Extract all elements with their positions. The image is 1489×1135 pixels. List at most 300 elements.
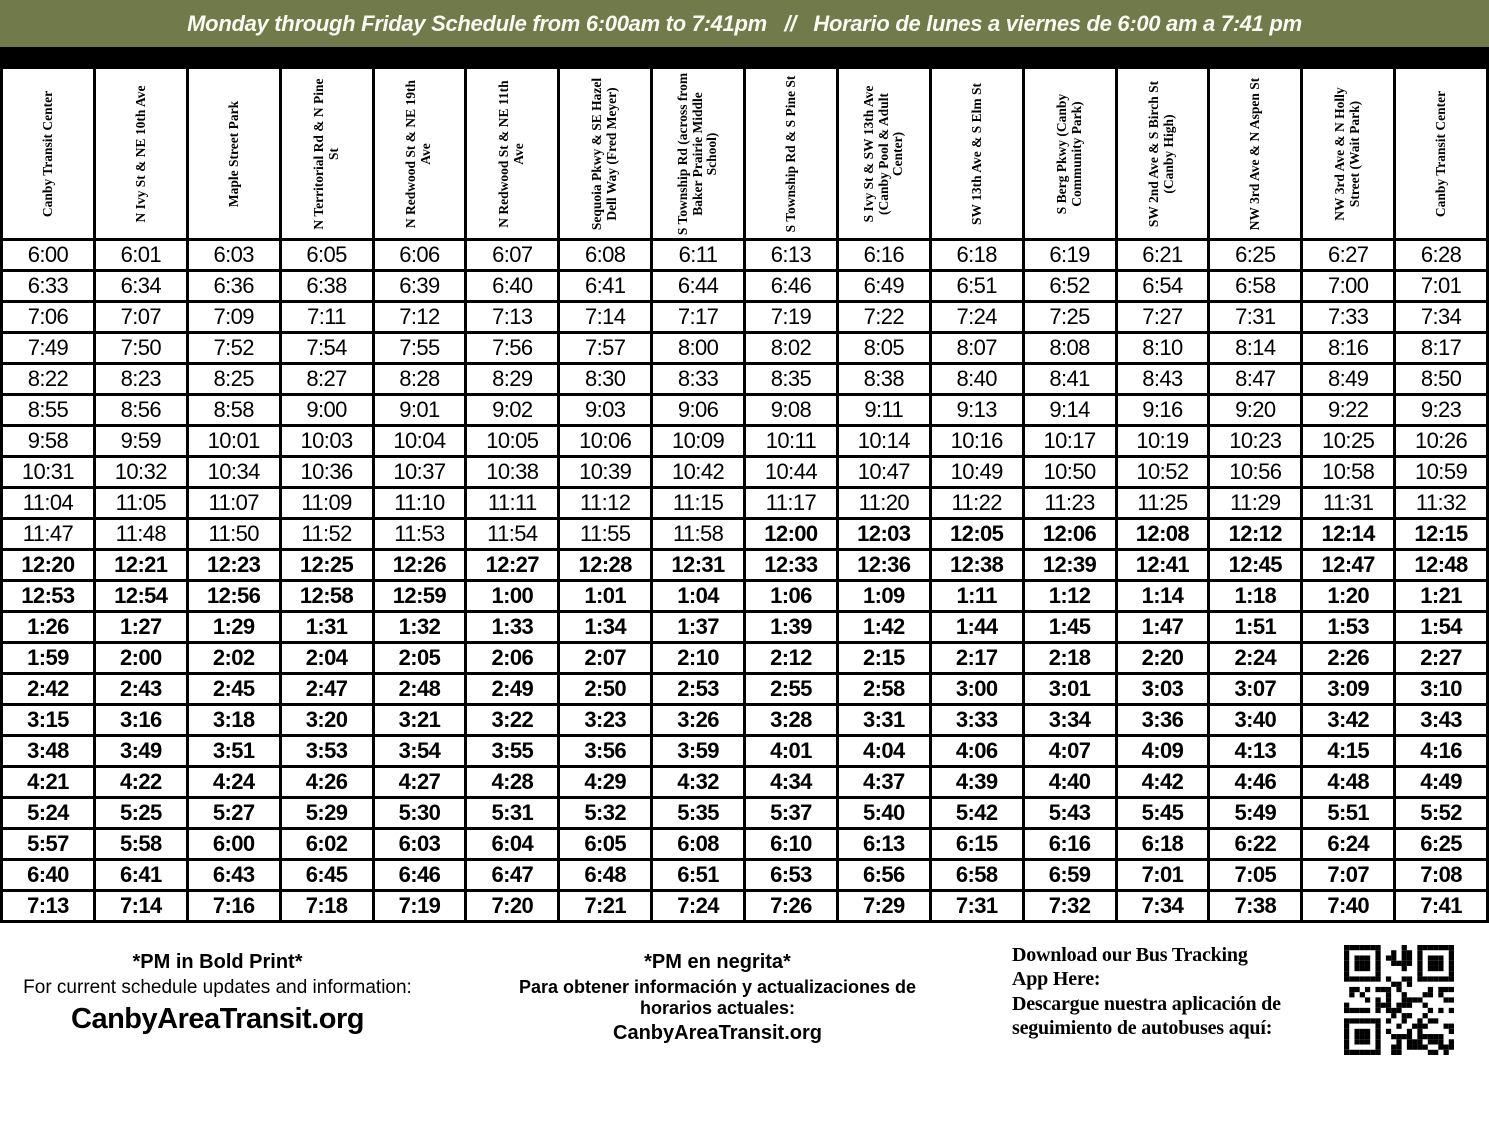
time-cell: 6:25 <box>1209 240 1302 271</box>
time-cell: 2:50 <box>559 674 652 705</box>
time-cell: 9:59 <box>94 426 187 457</box>
time-cell: 7:19 <box>745 302 838 333</box>
stop-name-label: NW 3rd Ave & N Holly Street (Wait Park) <box>1332 86 1363 221</box>
time-cell: 6:46 <box>373 860 466 891</box>
time-cell: 6:10 <box>745 829 838 860</box>
trip-row-4 <box>2 333 1488 364</box>
time-cell: 8:35 <box>745 364 838 395</box>
qr-code-image <box>1344 945 1454 1055</box>
time-cell: 6:41 <box>94 860 187 891</box>
time-cell: 6:56 <box>837 860 930 891</box>
time-cell: 11:50 <box>187 519 280 550</box>
time-cell: 6:02 <box>280 829 373 860</box>
time-cell: 4:39 <box>930 767 1023 798</box>
trip-row-22 <box>2 891 1488 922</box>
trip-row-1 <box>2 240 1488 271</box>
time-cell: 7:16 <box>187 891 280 922</box>
time-cell: 3:42 <box>1302 705 1395 736</box>
time-cell: 7:34 <box>1395 302 1488 333</box>
time-cell: 11:04 <box>2 488 95 519</box>
time-cell: 1:59 <box>2 643 95 674</box>
time-cell: 2:49 <box>466 674 559 705</box>
time-cell: 2:15 <box>837 643 930 674</box>
time-cell: 6:15 <box>930 829 1023 860</box>
time-cell: 10:42 <box>652 457 745 488</box>
time-cell: 3:01 <box>1023 674 1116 705</box>
time-cell: 11:22 <box>930 488 1023 519</box>
time-cell: 6:00 <box>187 829 280 860</box>
time-cell: 12:39 <box>1023 550 1116 581</box>
time-cell: 11:31 <box>1302 488 1395 519</box>
time-cell: 2:17 <box>930 643 1023 674</box>
time-cell: 12:15 <box>1395 519 1488 550</box>
time-cell: 9:16 <box>1116 395 1209 426</box>
time-cell: 4:06 <box>930 736 1023 767</box>
time-cell: 10:32 <box>94 457 187 488</box>
time-cell: 4:34 <box>745 767 838 798</box>
stop-name-label: N Redwood St & NE 19th Ave <box>403 79 434 228</box>
time-cell: 7:19 <box>373 891 466 922</box>
schedule-banner <box>0 0 1489 47</box>
time-cell: 7:25 <box>1023 302 1116 333</box>
trip-row-15 <box>2 674 1488 705</box>
time-cell: 4:48 <box>1302 767 1395 798</box>
column-header-11 <box>930 68 1023 240</box>
time-cell: 9:20 <box>1209 395 1302 426</box>
time-cell: 12:03 <box>837 519 930 550</box>
time-cell: 10:49 <box>930 457 1023 488</box>
time-cell: 6:27 <box>1302 240 1395 271</box>
time-cell: 1:53 <box>1302 612 1395 643</box>
trip-row-8 <box>2 457 1488 488</box>
time-cell: 4:16 <box>1395 736 1488 767</box>
time-cell: 3:56 <box>559 736 652 767</box>
time-cell: 7:00 <box>1302 271 1395 302</box>
time-cell: 8:10 <box>1116 333 1209 364</box>
time-cell: 3:22 <box>466 705 559 736</box>
time-cell: 10:52 <box>1116 457 1209 488</box>
footer-english-note <box>0 943 435 1060</box>
time-cell: 11:05 <box>94 488 187 519</box>
column-header-4 <box>280 68 373 240</box>
time-cell: 8:05 <box>837 333 930 364</box>
time-cell: 7:06 <box>2 302 95 333</box>
time-cell: 5:52 <box>1395 798 1488 829</box>
time-cell: 6:08 <box>652 829 745 860</box>
time-cell: 5:49 <box>1209 798 1302 829</box>
time-cell: 7:55 <box>373 333 466 364</box>
time-cell: 6:05 <box>559 829 652 860</box>
time-cell: 12:38 <box>930 550 1023 581</box>
time-cell: 1:21 <box>1395 581 1488 612</box>
time-cell: 8:17 <box>1395 333 1488 364</box>
time-cell: 11:09 <box>280 488 373 519</box>
time-cell: 5:40 <box>837 798 930 829</box>
time-cell: 6:05 <box>280 240 373 271</box>
time-cell: 10:44 <box>745 457 838 488</box>
time-cell: 7:17 <box>652 302 745 333</box>
time-cell: 10:19 <box>1116 426 1209 457</box>
footer-spanish-note <box>435 943 1000 1060</box>
time-cell: 1:47 <box>1116 612 1209 643</box>
time-cell: 8:49 <box>1302 364 1395 395</box>
time-cell: 5:31 <box>466 798 559 829</box>
footer <box>0 923 1489 1060</box>
time-cell: 1:00 <box>466 581 559 612</box>
time-cell: 6:03 <box>187 240 280 271</box>
time-cell: 4:42 <box>1116 767 1209 798</box>
time-cell: 7:07 <box>94 302 187 333</box>
stop-name-label: Canby Transit Center <box>1432 90 1448 217</box>
time-cell: 12:14 <box>1302 519 1395 550</box>
time-cell: 2:24 <box>1209 643 1302 674</box>
time-cell: 4:15 <box>1302 736 1395 767</box>
trip-row-16 <box>2 705 1488 736</box>
stop-name-label: SW 2nd Ave & S Birch St (Canby High) <box>1146 80 1177 227</box>
time-cell: 7:07 <box>1302 860 1395 891</box>
time-cell: 1:39 <box>745 612 838 643</box>
time-cell: 1:18 <box>1209 581 1302 612</box>
stop-name-label: N Redwood St & NE 11th Ave <box>496 79 527 228</box>
time-cell: 6:19 <box>1023 240 1116 271</box>
time-cell: 11:23 <box>1023 488 1116 519</box>
time-cell: 1:44 <box>930 612 1023 643</box>
trip-row-13 <box>2 612 1488 643</box>
time-cell: 6:51 <box>652 860 745 891</box>
time-cell: 2:48 <box>373 674 466 705</box>
time-cell: 8:47 <box>1209 364 1302 395</box>
time-cell: 6:40 <box>2 860 95 891</box>
time-cell: 2:27 <box>1395 643 1488 674</box>
qr-code <box>1344 945 1460 1061</box>
time-cell: 12:47 <box>1302 550 1395 581</box>
time-cell: 6:18 <box>1116 829 1209 860</box>
time-cell: 3:43 <box>1395 705 1488 736</box>
trip-row-9 <box>2 488 1488 519</box>
column-header-8 <box>652 68 745 240</box>
time-cell: 12:45 <box>1209 550 1302 581</box>
time-cell: 11:58 <box>652 519 745 550</box>
time-cell: 3:10 <box>1395 674 1488 705</box>
time-cell: 3:16 <box>94 705 187 736</box>
time-cell: 1:34 <box>559 612 652 643</box>
time-cell: 3:48 <box>2 736 95 767</box>
time-cell: 12:56 <box>187 581 280 612</box>
column-header-3 <box>187 68 280 240</box>
time-cell: 10:38 <box>466 457 559 488</box>
time-cell: 6:38 <box>280 271 373 302</box>
time-cell: 10:37 <box>373 457 466 488</box>
time-cell: 5:58 <box>94 829 187 860</box>
time-cell: 11:48 <box>94 519 187 550</box>
bus-tracking-line-3: Descargue nuestra aplicación de <box>1012 992 1281 1015</box>
time-cell: 5:51 <box>1302 798 1395 829</box>
time-cell: 9:14 <box>1023 395 1116 426</box>
trip-row-21 <box>2 860 1488 891</box>
time-cell: 6:18 <box>930 240 1023 271</box>
time-cell: 7:20 <box>466 891 559 922</box>
time-cell: 7:22 <box>837 302 930 333</box>
time-cell: 12:08 <box>1116 519 1209 550</box>
time-cell: 6:00 <box>2 240 95 271</box>
time-cell: 2:10 <box>652 643 745 674</box>
time-cell: 8:14 <box>1209 333 1302 364</box>
time-cell: 3:20 <box>280 705 373 736</box>
time-cell: 12:23 <box>187 550 280 581</box>
time-cell: 4:01 <box>745 736 838 767</box>
time-cell: 9:13 <box>930 395 1023 426</box>
time-cell: 11:07 <box>187 488 280 519</box>
time-cell: 3:03 <box>1116 674 1209 705</box>
time-cell: 7:01 <box>1395 271 1488 302</box>
time-cell: 1:26 <box>2 612 95 643</box>
time-cell: 6:28 <box>1395 240 1488 271</box>
column-header-12 <box>1023 68 1116 240</box>
time-cell: 11:15 <box>652 488 745 519</box>
time-cell: 11:12 <box>559 488 652 519</box>
time-cell: 10:34 <box>187 457 280 488</box>
time-cell: 5:24 <box>2 798 95 829</box>
time-cell: 5:30 <box>373 798 466 829</box>
time-cell: 7:54 <box>280 333 373 364</box>
time-cell: 3:23 <box>559 705 652 736</box>
time-cell: 3:53 <box>280 736 373 767</box>
time-cell: 6:01 <box>94 240 187 271</box>
trip-row-20 <box>2 829 1488 860</box>
time-cell: 7:21 <box>559 891 652 922</box>
time-cell: 10:39 <box>559 457 652 488</box>
stop-name-label: N Ivy St & NE 10th Ave <box>132 85 148 223</box>
stop-name-label: NW 3rd Ave & N Aspen St <box>1246 77 1262 230</box>
time-cell: 7:24 <box>652 891 745 922</box>
time-cell: 10:23 <box>1209 426 1302 457</box>
time-cell: 3:00 <box>930 674 1023 705</box>
time-cell: 5:32 <box>559 798 652 829</box>
time-cell: 9:06 <box>652 395 745 426</box>
time-cell: 4:46 <box>1209 767 1302 798</box>
time-cell: 6:22 <box>1209 829 1302 860</box>
trip-row-3 <box>2 302 1488 333</box>
time-cell: 7:50 <box>94 333 187 364</box>
time-cell: 6:24 <box>1302 829 1395 860</box>
time-cell: 10:26 <box>1395 426 1488 457</box>
time-cell: 1:51 <box>1209 612 1302 643</box>
time-cell: 8:50 <box>1395 364 1488 395</box>
column-header-9 <box>745 68 838 240</box>
time-cell: 3:07 <box>1209 674 1302 705</box>
updates-info-es-1: Para obtener información y actualizaciones de <box>518 977 917 997</box>
time-cell: 1:14 <box>1116 581 1209 612</box>
time-cell: 6:49 <box>837 271 930 302</box>
stop-name-label: Sequoia Pkwy & SE Hazel Dell Way (Fred Meyer) <box>589 77 620 230</box>
time-cell: 12:31 <box>652 550 745 581</box>
time-cell: 6:25 <box>1395 829 1488 860</box>
time-cell: 6:43 <box>187 860 280 891</box>
time-cell: 6:58 <box>1209 271 1302 302</box>
time-cell: 9:03 <box>559 395 652 426</box>
time-cell: 1:20 <box>1302 581 1395 612</box>
time-cell: 2:20 <box>1116 643 1209 674</box>
time-cell: 12:54 <box>94 581 187 612</box>
trip-row-18 <box>2 767 1488 798</box>
time-cell: 10:05 <box>466 426 559 457</box>
time-cell: 8:08 <box>1023 333 1116 364</box>
time-cell: 1:09 <box>837 581 930 612</box>
time-cell: 3:34 <box>1023 705 1116 736</box>
column-header-5 <box>373 68 466 240</box>
time-cell: 9:01 <box>373 395 466 426</box>
time-cell: 6:36 <box>187 271 280 302</box>
bus-tracking-line-2: App Here: <box>1012 968 1101 991</box>
stop-name-label: SW 13th Ave & S Elm St <box>968 82 984 225</box>
bus-tracking-line-1: Download our Bus Tracking <box>1012 944 1248 966</box>
column-header-2 <box>94 68 187 240</box>
time-cell: 8:58 <box>187 395 280 426</box>
time-cell: 4:26 <box>280 767 373 798</box>
time-cell: 6:07 <box>466 240 559 271</box>
time-cell: 8:02 <box>745 333 838 364</box>
bus-tracking-line-4: seguimiento de autobuses aquí: <box>1012 1017 1273 1040</box>
time-cell: 1:29 <box>187 612 280 643</box>
time-cell: 8:28 <box>373 364 466 395</box>
stop-header-row <box>2 68 1488 240</box>
time-cell: 3:49 <box>94 736 187 767</box>
time-cell: 8:25 <box>187 364 280 395</box>
time-cell: 8:55 <box>2 395 95 426</box>
time-cell: 1:42 <box>837 612 930 643</box>
time-cell: 8:30 <box>559 364 652 395</box>
footer-app-note <box>1000 943 1489 1060</box>
time-cell: 6:41 <box>559 271 652 302</box>
time-cell: 8:22 <box>2 364 95 395</box>
stop-name-label: Canby Transit Center <box>39 90 55 217</box>
time-cell: 10:58 <box>1302 457 1395 488</box>
column-header-15 <box>1302 68 1395 240</box>
time-cell: 11:17 <box>745 488 838 519</box>
time-cell: 1:27 <box>94 612 187 643</box>
time-cell: 2:26 <box>1302 643 1395 674</box>
time-cell: 4:09 <box>1116 736 1209 767</box>
time-cell: 10:25 <box>1302 426 1395 457</box>
time-cell: 6:16 <box>1023 829 1116 860</box>
time-cell: 6:04 <box>466 829 559 860</box>
time-cell: 8:33 <box>652 364 745 395</box>
time-cell: 2:04 <box>280 643 373 674</box>
time-cell: 6:44 <box>652 271 745 302</box>
time-cell: 2:43 <box>94 674 187 705</box>
time-cell: 1:54 <box>1395 612 1488 643</box>
trip-row-14 <box>2 643 1488 674</box>
time-cell: 6:54 <box>1116 271 1209 302</box>
time-cell: 7:14 <box>94 891 187 922</box>
time-cell: 6:48 <box>559 860 652 891</box>
time-cell: 7:09 <box>187 302 280 333</box>
time-cell: 10:03 <box>280 426 373 457</box>
stop-name-label: N Territorial Rd & N Pine St <box>310 77 341 230</box>
stop-name-label: Maple Street Park <box>225 100 241 207</box>
trip-row-17 <box>2 736 1488 767</box>
time-cell: 11:55 <box>559 519 652 550</box>
time-cell: 8:27 <box>280 364 373 395</box>
time-cell: 7:38 <box>1209 891 1302 922</box>
time-cell: 3:21 <box>373 705 466 736</box>
time-cell: 2:02 <box>187 643 280 674</box>
time-cell: 6:33 <box>2 271 95 302</box>
updates-info-en: For current schedule updates and information: <box>23 977 412 998</box>
schedule-table <box>0 66 1489 923</box>
time-cell: 4:24 <box>187 767 280 798</box>
website-url-es: CanbyAreaTransit.org <box>613 1022 822 1044</box>
time-cell: 7:31 <box>930 891 1023 922</box>
time-cell: 5:29 <box>280 798 373 829</box>
time-cell: 7:40 <box>1302 891 1395 922</box>
time-cell: 3:54 <box>373 736 466 767</box>
time-cell: 9:22 <box>1302 395 1395 426</box>
time-cell: 4:32 <box>652 767 745 798</box>
time-cell: 9:11 <box>837 395 930 426</box>
time-cell: 1:06 <box>745 581 838 612</box>
time-cell: 6:47 <box>466 860 559 891</box>
time-cell: 6:40 <box>466 271 559 302</box>
time-cell: 1:11 <box>930 581 1023 612</box>
banner-text: Monday through Friday Schedule from 6:00am to 7:41pm // Horario de lunes a viernes de 6:00 am a 7:41 pm <box>187 10 1302 36</box>
time-cell: 12:21 <box>94 550 187 581</box>
time-cell: 12:26 <box>373 550 466 581</box>
trip-row-6 <box>2 395 1488 426</box>
stop-name-label: S Township Rd (across from Baker Prairie Middle School) <box>674 72 720 235</box>
time-cell: 1:45 <box>1023 612 1116 643</box>
header-row <box>2 68 1488 240</box>
time-cell: 5:35 <box>652 798 745 829</box>
time-cell: 10:36 <box>280 457 373 488</box>
time-cell: 12:59 <box>373 581 466 612</box>
time-cell: 6:21 <box>1116 240 1209 271</box>
time-cell: 3:55 <box>466 736 559 767</box>
time-cell: 12:20 <box>2 550 95 581</box>
time-cell: 11:20 <box>837 488 930 519</box>
time-cell: 4:40 <box>1023 767 1116 798</box>
time-cell: 8:56 <box>94 395 187 426</box>
time-cell: 4:21 <box>2 767 95 798</box>
time-cell: 6:46 <box>745 271 838 302</box>
time-cell: 3:33 <box>930 705 1023 736</box>
time-cell: 10:01 <box>187 426 280 457</box>
time-cell: 1:32 <box>373 612 466 643</box>
time-cell: 4:04 <box>837 736 930 767</box>
time-cell: 4:37 <box>837 767 930 798</box>
time-cell: 7:32 <box>1023 891 1116 922</box>
time-cell: 7:33 <box>1302 302 1395 333</box>
pm-bold-note-es: *PM en negrita* <box>644 951 791 973</box>
time-cell: 8:07 <box>930 333 1023 364</box>
time-cell: 7:12 <box>373 302 466 333</box>
time-cell: 6:34 <box>94 271 187 302</box>
time-cell: 2:55 <box>745 674 838 705</box>
time-cell: 12:58 <box>280 581 373 612</box>
time-cell: 7:11 <box>280 302 373 333</box>
time-cell: 6:39 <box>373 271 466 302</box>
time-cell: 12:53 <box>2 581 95 612</box>
time-cell: 9:02 <box>466 395 559 426</box>
time-cell: 6:51 <box>930 271 1023 302</box>
time-cell: 10:14 <box>837 426 930 457</box>
stop-name-label: S Ivy St & SW 13th Ave (Canby Pool & Adult Center) <box>860 85 906 222</box>
time-cell: 12:27 <box>466 550 559 581</box>
time-cell: 5:57 <box>2 829 95 860</box>
time-cell: 4:07 <box>1023 736 1116 767</box>
time-cell: 6:13 <box>837 829 930 860</box>
time-cell: 2:58 <box>837 674 930 705</box>
